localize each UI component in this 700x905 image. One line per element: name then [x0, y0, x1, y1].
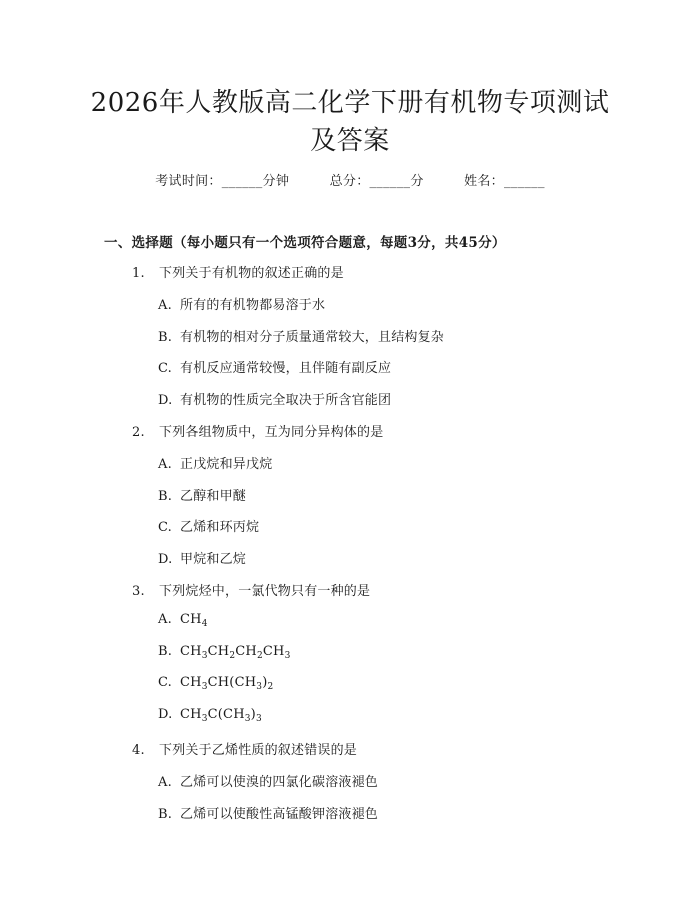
option-text: 有机物的相对分子质量通常较大，且结构复杂: [180, 329, 445, 345]
option-item: [158, 357, 391, 376]
question-stem: 下列烷烃中，一氯代物只有一种的是: [159, 584, 371, 599]
exam-info-row: [0, 170, 700, 189]
formula-subscript: 3: [201, 714, 208, 725]
exam-time-field: [155, 170, 289, 189]
option-text: 正戊烷和异戊烷: [180, 456, 273, 472]
option-item: [158, 707, 262, 725]
exam-time-unit: 分钟: [262, 174, 290, 189]
option-letter: A.: [158, 774, 172, 790]
option-item: [158, 516, 259, 535]
question-stem: 下列关于乙烯性质的叙述错误的是: [159, 743, 358, 758]
formula-text: CH: [180, 611, 202, 627]
formula-text: CH: [180, 707, 202, 723]
formula-text: CH: [207, 643, 230, 659]
option-text: 有机反应通常较慢，且伴随有副反应: [180, 361, 392, 377]
formula-subscript: 3: [256, 682, 263, 693]
option-letter: B.: [158, 329, 173, 345]
formula-subscript: 3: [255, 714, 262, 725]
formula-text: CH: [235, 643, 257, 659]
option-letter: A.: [158, 456, 172, 472]
option-letter: B.: [158, 643, 173, 659]
section-heading: 一、选择题（每小题只有一个选项符合题意，每题3分，共45分）: [104, 235, 506, 251]
question-item: [132, 421, 383, 440]
option-item: [158, 485, 246, 504]
question-item: [132, 262, 344, 281]
option-text: 乙醇和甲醚: [180, 488, 247, 504]
option-text: 乙烯可以使溴的四氯化碳溶液褪色: [180, 774, 379, 790]
option-item: [158, 326, 444, 345]
formula-subscript: 2: [256, 650, 263, 661]
formula-subscript: 3: [201, 682, 208, 693]
option-text: 所有的有机物都易溶于水: [180, 297, 326, 313]
option-item: [158, 389, 391, 408]
question-stem: 下列关于有机物的叙述正确的是: [159, 266, 344, 281]
title-line-2: 及答案: [310, 126, 390, 156]
formula-text: CH: [180, 643, 202, 659]
option-item: [158, 675, 274, 693]
formula-subscript: 2: [267, 682, 274, 693]
total-score-unit: 分: [410, 174, 424, 189]
formula-text: CH(CH: [207, 675, 257, 691]
formula-text: C(CH: [207, 707, 245, 723]
option-letter: D.: [158, 393, 173, 409]
option-item: [158, 803, 378, 822]
question-stem: 下列各组物质中，互为同分异构体的是: [159, 425, 384, 440]
option-letter: A.: [158, 297, 172, 313]
student-name-field: [464, 170, 545, 189]
option-letter: A.: [158, 611, 172, 627]
option-letter: B.: [158, 806, 173, 822]
option-letter: C.: [158, 361, 173, 377]
option-item: [158, 644, 291, 659]
student-name-label: 姓名：: [464, 174, 504, 189]
formula-text: ): [250, 707, 256, 723]
option-letter: B.: [158, 488, 173, 504]
chemical-formula: [180, 612, 208, 627]
student-name-blank: ______: [503, 174, 545, 189]
question-number: 3.: [132, 584, 145, 599]
total-score-label: 总分：: [329, 174, 370, 189]
option-letter: D.: [158, 552, 173, 568]
total-score-blank: ______: [369, 174, 411, 189]
option-item: [158, 548, 246, 567]
chemical-formula: [180, 644, 291, 659]
exam-time-blank: ______: [221, 174, 263, 189]
question-number: 4.: [132, 743, 145, 758]
chemical-formula: [180, 707, 262, 725]
formula-subscript: 3: [201, 650, 208, 661]
chemical-formula: [180, 675, 274, 693]
option-text: 乙烯和环丙烷: [180, 520, 260, 536]
question-number: 1.: [132, 266, 145, 281]
exam-time-label: 考试时间：: [155, 174, 222, 189]
formula-subscript: 3: [284, 650, 291, 661]
title-line-1: 2026年人教版高二化学下册有机物专项测试: [90, 88, 610, 118]
question-number: 2.: [132, 425, 145, 440]
option-text: 乙烯可以使酸性高锰酸钾溶液褪色: [180, 806, 379, 822]
formula-subscript: 2: [229, 650, 236, 661]
formula-subscript: 3: [244, 714, 251, 725]
option-item: [158, 453, 272, 472]
total-score-field: [330, 170, 424, 189]
formula-text: CH: [180, 675, 202, 691]
option-letter: C.: [158, 675, 173, 691]
question-item: [132, 739, 357, 758]
option-letter: D.: [158, 707, 173, 723]
formula-subscript: 4: [201, 618, 208, 629]
option-letter: C.: [158, 520, 173, 536]
document-title: [60, 84, 640, 160]
formula-text: ): [262, 675, 268, 691]
formula-text: CH: [262, 643, 285, 659]
option-item: [158, 771, 378, 790]
question-item: [132, 580, 370, 599]
option-item: [158, 612, 208, 627]
option-text: 甲烷和乙烷: [180, 552, 247, 568]
option-text: 有机物的性质完全取决于所含官能团: [180, 393, 392, 409]
option-item: [158, 294, 325, 313]
